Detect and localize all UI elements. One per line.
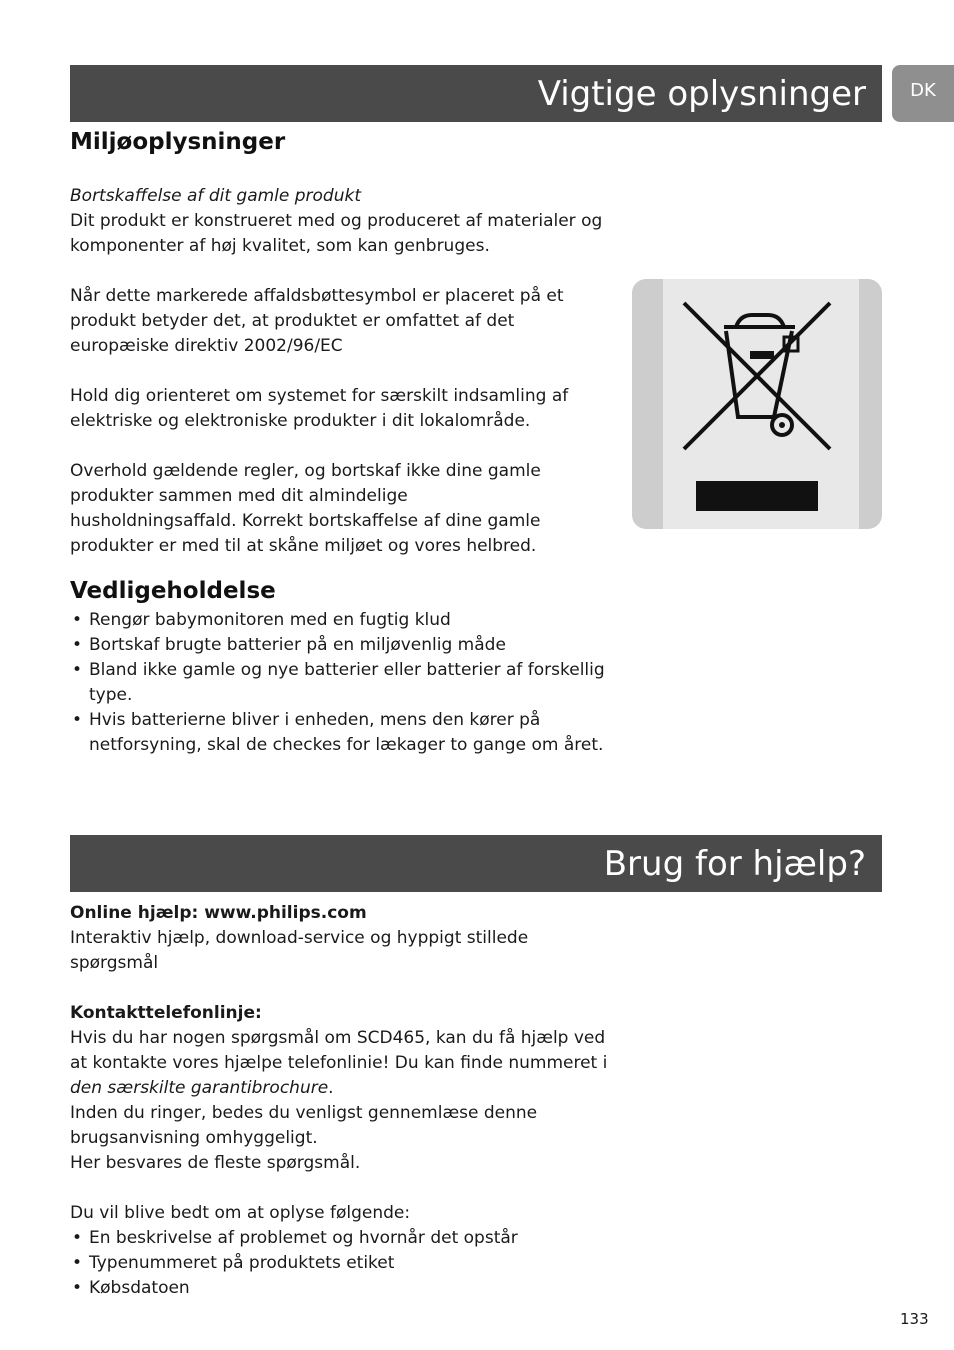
hotline-paragraph	[70, 1026, 610, 1101]
maintenance-item: • Bortskaf brugte batterier på en miljøvenlig måde	[70, 633, 610, 658]
online-help-text: Interaktiv hjælp, download-service og hyppigt stillede spørgsmål	[70, 928, 529, 973]
section-banner-help	[70, 835, 882, 892]
info-list	[70, 1226, 610, 1301]
maintenance-item: • Hvis batterierne bliver i enheden, mens den kører på netforsyning, skal de checkes for lækager to gange om året.	[70, 708, 610, 758]
environment-paragraph-3: Hold dig orienteret om systemet for særskilt indsamling af elektriske og elektroniske produkter i dit lokalområde.	[70, 386, 569, 431]
environment-paragraph-1: Dit produkt er konstrueret med og produceret af materialer og komponenter af høj kvalitet, som kan genbruges.	[70, 211, 603, 256]
hotline-text-part-2: Inden du ringer, bedes du venligst gennemlæse denne brugsanvisning omhyggeligt.	[70, 1103, 538, 1148]
hotline-text-part-1: Hvis du har nogen spørgsmål om SCD465, kan du få hjælp ved at kontakte vores hjælpe telefonlinie! Du kan finde nummeret i	[70, 1028, 608, 1073]
maintenance-heading: Vedligeholdelse	[70, 578, 276, 604]
language-label: DK	[910, 80, 936, 101]
crossed-out-wheelie-bin-icon	[632, 279, 882, 529]
hotline-period: .	[328, 1078, 334, 1098]
environment-subheading: Bortskaffelse af dit gamle produkt	[70, 186, 362, 206]
hotline-brochure-reference: den særskilte garantibrochure	[70, 1078, 329, 1098]
maintenance-item: • Rengør babymonitoren med en fugtig klud	[70, 608, 610, 633]
info-item: • En beskrivelse af problemet og hvornår det opstår	[70, 1226, 610, 1251]
page-number: 133	[900, 1310, 929, 1328]
help-text	[70, 901, 610, 1301]
section-title: Brug for hjælp?	[603, 843, 866, 884]
environment-text	[70, 184, 615, 559]
language-tab	[892, 65, 954, 122]
hotline-label: Kontakttelefonlinje:	[70, 1003, 262, 1023]
info-intro: Du vil blive bedt om at oplyse følgende:	[70, 1203, 411, 1223]
section-banner-important-info	[70, 65, 882, 122]
info-item: • Købsdatoen	[70, 1276, 610, 1301]
info-item: • Typenummeret på produktets etiket	[70, 1251, 610, 1276]
weee-symbol-panel	[632, 279, 882, 529]
hotline-text-part-3: Her besvares de fleste spørgsmål.	[70, 1153, 361, 1173]
environment-heading: Miljøoplysninger	[70, 129, 286, 155]
section-title: Vigtige oplysninger	[537, 73, 866, 114]
maintenance-item: • Bland ikke gamle og nye batterier eller batterier af forskellig type.	[70, 658, 610, 708]
maintenance-list	[70, 608, 610, 758]
environment-paragraph-4: Overhold gældende regler, og bortskaf ikke dine gamle produkter sammen med dit almindelige husholdningsaffald. Korrekt bortskaffelse af dine gamle produkter er med til at skåne miljøet og vores helbred.	[70, 461, 541, 556]
online-help-label: Online hjælp: www.philips.com	[70, 903, 367, 923]
environment-paragraph-2: Når dette markerede affaldsbøttesymbol er placeret på et produkt betyder det, at produktet er omfattet af det europæiske direktiv 2002/96/EC	[70, 286, 564, 356]
maintenance-list-container	[70, 608, 610, 758]
